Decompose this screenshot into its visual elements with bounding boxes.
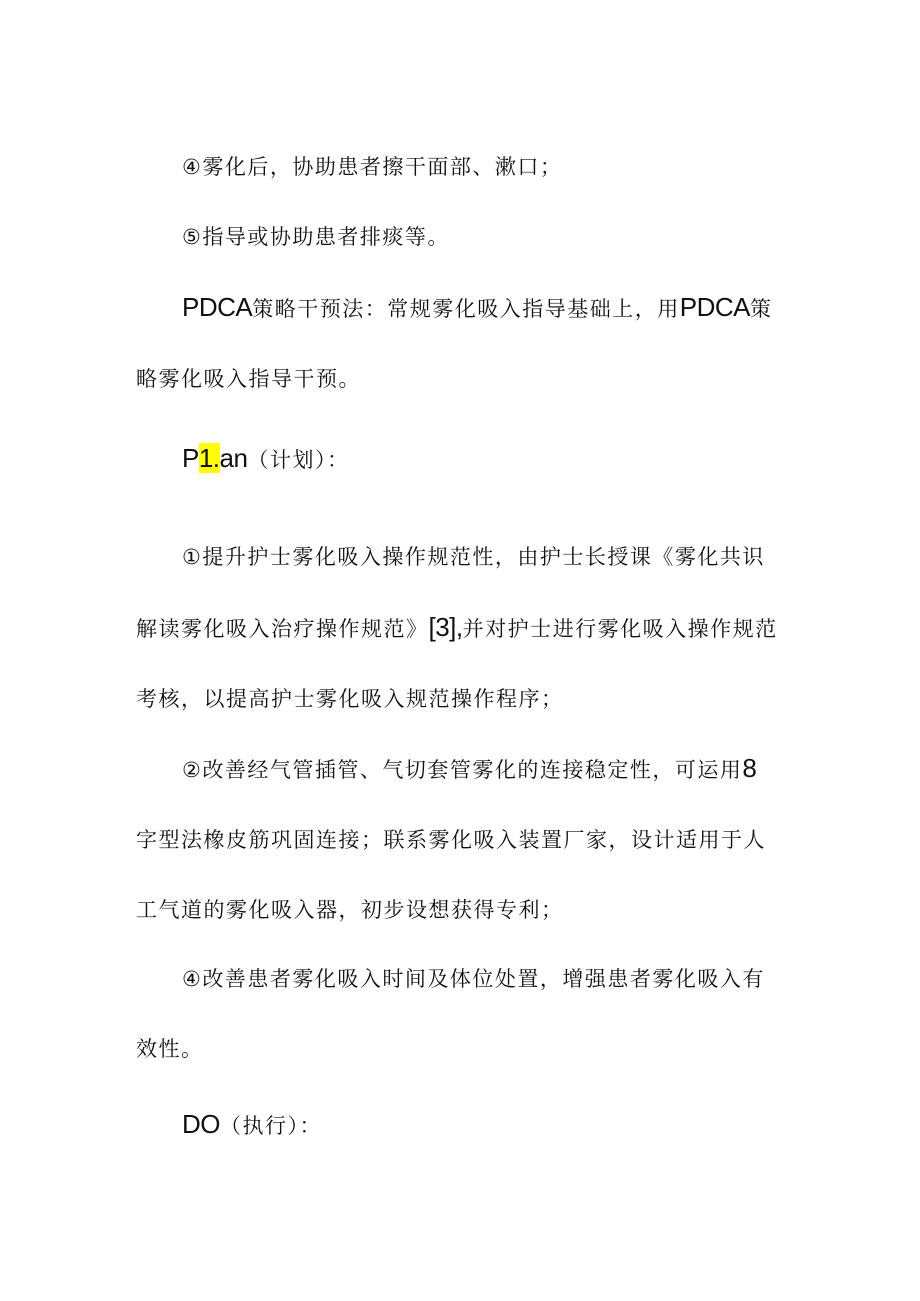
- paragraph-plan-item4: [136, 944, 791, 1084]
- text-line: 略雾化吸入指导干预。: [136, 367, 361, 391]
- text-line: 效性。: [136, 1037, 204, 1061]
- heading-latin: P: [182, 443, 199, 473]
- pdca-term: PDCA: [679, 292, 750, 322]
- text-line: [136, 592, 791, 664]
- paragraph-plan-item2: [136, 733, 791, 945]
- text-line: [136, 272, 791, 344]
- text-line: ①提升护士雾化吸入操作规范性，由护士长授课《雾化共识: [182, 545, 765, 569]
- citation: [3],: [428, 612, 463, 642]
- text-segment: ②改善经气管插管、气切套管雾化的连接稳定性，可运用: [182, 758, 743, 782]
- heading-latin: an: [219, 443, 248, 473]
- highlighted-text: 1.: [198, 443, 220, 473]
- text-segment: 并对护士进行雾化吸入操作规范: [462, 617, 778, 641]
- text-segment: 解读雾化吸入治疗操作规范》: [136, 617, 429, 641]
- text-line: 考核，以提高护士雾化吸入规范操作程序；: [136, 687, 564, 711]
- text-line: ⑤指导或协助患者排痰等。: [182, 225, 450, 249]
- heading-suffix: （执行）：: [220, 1114, 322, 1138]
- text-line: 工气道的雾化吸入器，初步设想获得专利；: [136, 898, 564, 922]
- paragraph-item4-after-nebulization: [136, 132, 791, 202]
- text-line: ④改善患者雾化吸入时间及体位处置，增强患者雾化吸入有: [182, 967, 765, 991]
- text-segment: 策: [750, 297, 773, 321]
- heading-latin: DO: [182, 1109, 220, 1139]
- pdca-term: PDCA: [182, 292, 253, 322]
- text-line: ④雾化后，协助患者擦干面部、漱口；: [182, 155, 563, 179]
- number-eight: 8: [742, 753, 757, 783]
- plan-heading: [182, 438, 349, 480]
- do-heading: [182, 1104, 322, 1146]
- paragraph-item5-sputum-guidance: [136, 202, 791, 272]
- text-line: [136, 733, 791, 805]
- heading-suffix: （计划）：: [247, 448, 350, 472]
- paragraph-pdca-intro: [136, 272, 791, 414]
- text-line: 字型法橡皮筋巩固连接；联系雾化吸入装置厂家，设计适用于人: [136, 828, 766, 852]
- paragraph-plan-item1: [136, 522, 791, 734]
- text-segment: 策略干预法：常规雾化吸入指导基础上，用: [252, 297, 680, 321]
